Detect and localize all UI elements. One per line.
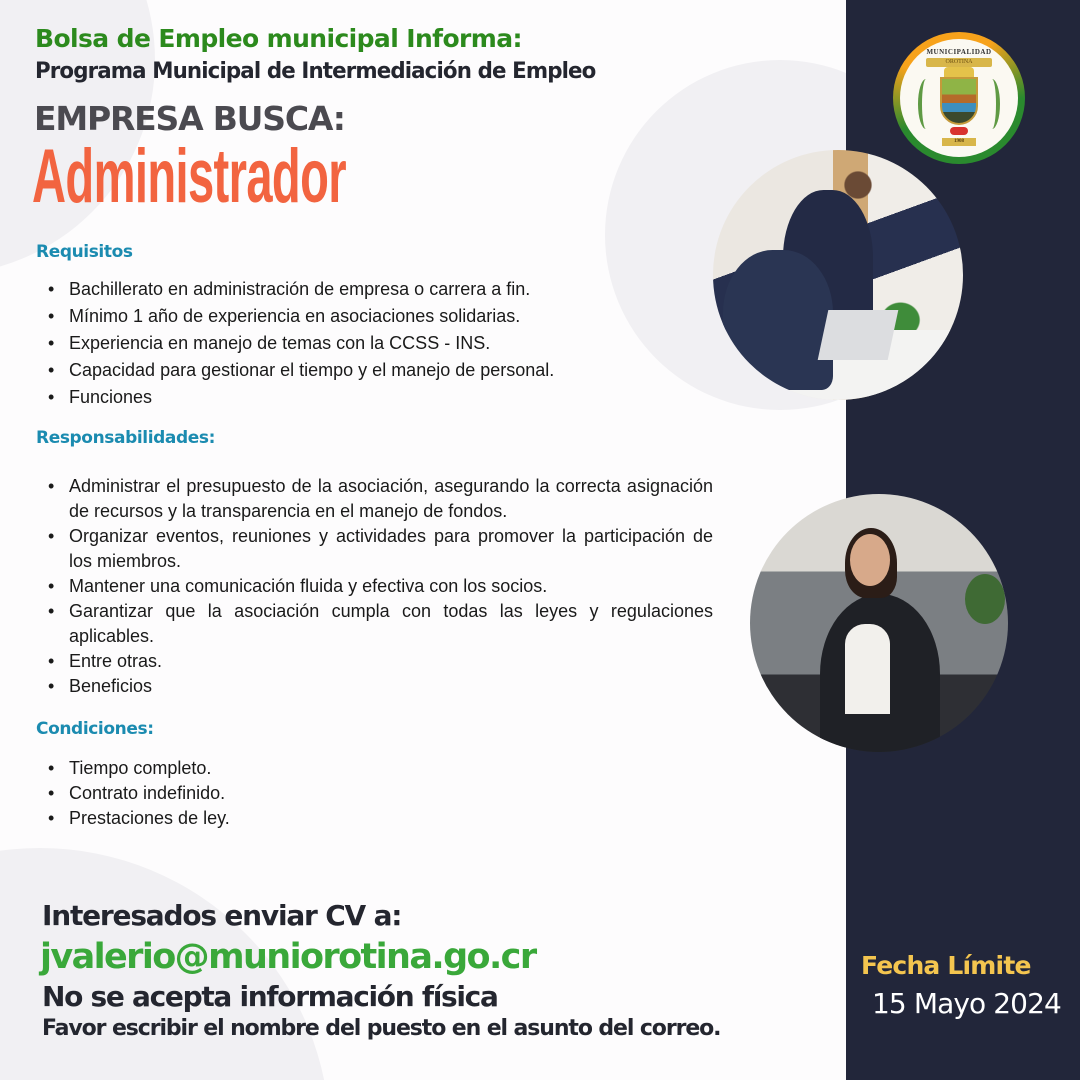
woman-typing-at-computer-photo: [750, 494, 1008, 752]
two-businessmen-at-laptop-photo: [713, 150, 963, 400]
requirements-heading: Requisitos: [36, 242, 133, 262]
list-item: • Administrar el presupuesto de la asociación, asegurando la correcta asignación de recursos y la transparencia en el manejo de fondos.: [48, 474, 713, 524]
list-item: • Funciones: [48, 386, 554, 413]
shield-icon: [940, 77, 978, 125]
logo-banner: OROTINA: [926, 58, 992, 67]
announcement-heading: Bolsa de Empleo municipal Informa:: [35, 24, 522, 53]
contact-intro: Interesados enviar CV a:: [42, 899, 402, 932]
list-item: • Mantener una comunicación fluida y efectiva con los socios.: [48, 574, 713, 599]
list-item: • Entre otras.: [48, 649, 713, 674]
ribbon-bow-icon: [950, 127, 968, 135]
list-item: • Organizar eventos, reuniones y actividades para promover la participación de los miembros.: [48, 524, 713, 574]
logo-year: 1908: [942, 138, 976, 146]
company-seeks-heading: EMPRESA BUSCA:: [34, 99, 345, 138]
contact-email-link[interactable]: jvalerio@muniorotina.go.cr: [40, 937, 536, 977]
list-item: • Garantizar que la asociación cumpla con todas las leyes y regulaciones aplicables.: [48, 599, 713, 649]
job-title: Administrador: [32, 134, 346, 219]
laurel-right-icon: [984, 79, 1000, 129]
crown-icon: [944, 67, 974, 77]
no-physical-info-note: No se acepta información física: [42, 980, 498, 1013]
list-item: • Tiempo completo.: [48, 756, 230, 781]
laptop-icon: [818, 310, 899, 360]
woman-face-figure: [850, 534, 890, 586]
responsibilities-list: [48, 474, 713, 699]
deadline-label: Fecha Límite: [861, 951, 1031, 980]
list-item: • Capacidad para gestionar el tiempo y el manejo de personal.: [48, 359, 554, 386]
program-subheading: Programa Municipal de Intermediación de Empleo: [35, 59, 596, 84]
laurel-left-icon: [918, 79, 934, 129]
logo-top-text: MUNICIPALIDAD: [926, 48, 992, 56]
plant-figure: [965, 574, 1005, 624]
responsibilities-heading: Responsabilidades:: [36, 428, 215, 448]
requirements-list: [48, 278, 554, 413]
list-item: • Beneficios: [48, 674, 713, 699]
list-item: • Contrato indefinido.: [48, 781, 230, 806]
list-item: • Bachillerato en administración de empresa o carrera a fin.: [48, 278, 554, 305]
conditions-heading: Condiciones:: [36, 719, 154, 739]
deadline-date: 15 Mayo 2024: [872, 987, 1061, 1020]
conditions-list: [48, 756, 230, 831]
list-item: • Mínimo 1 año de experiencia en asociaciones solidarias.: [48, 305, 554, 332]
email-subject-instruction: Favor escribir el nombre del puesto en el asunto del correo.: [42, 1016, 721, 1041]
municipal-coat-of-arms-icon: [893, 32, 1025, 164]
seated-man-figure: [723, 250, 833, 390]
list-item: • Prestaciones de ley.: [48, 806, 230, 831]
woman-shirt-figure: [845, 624, 890, 714]
list-item: • Experiencia en manejo de temas con la CCSS - INS.: [48, 332, 554, 359]
